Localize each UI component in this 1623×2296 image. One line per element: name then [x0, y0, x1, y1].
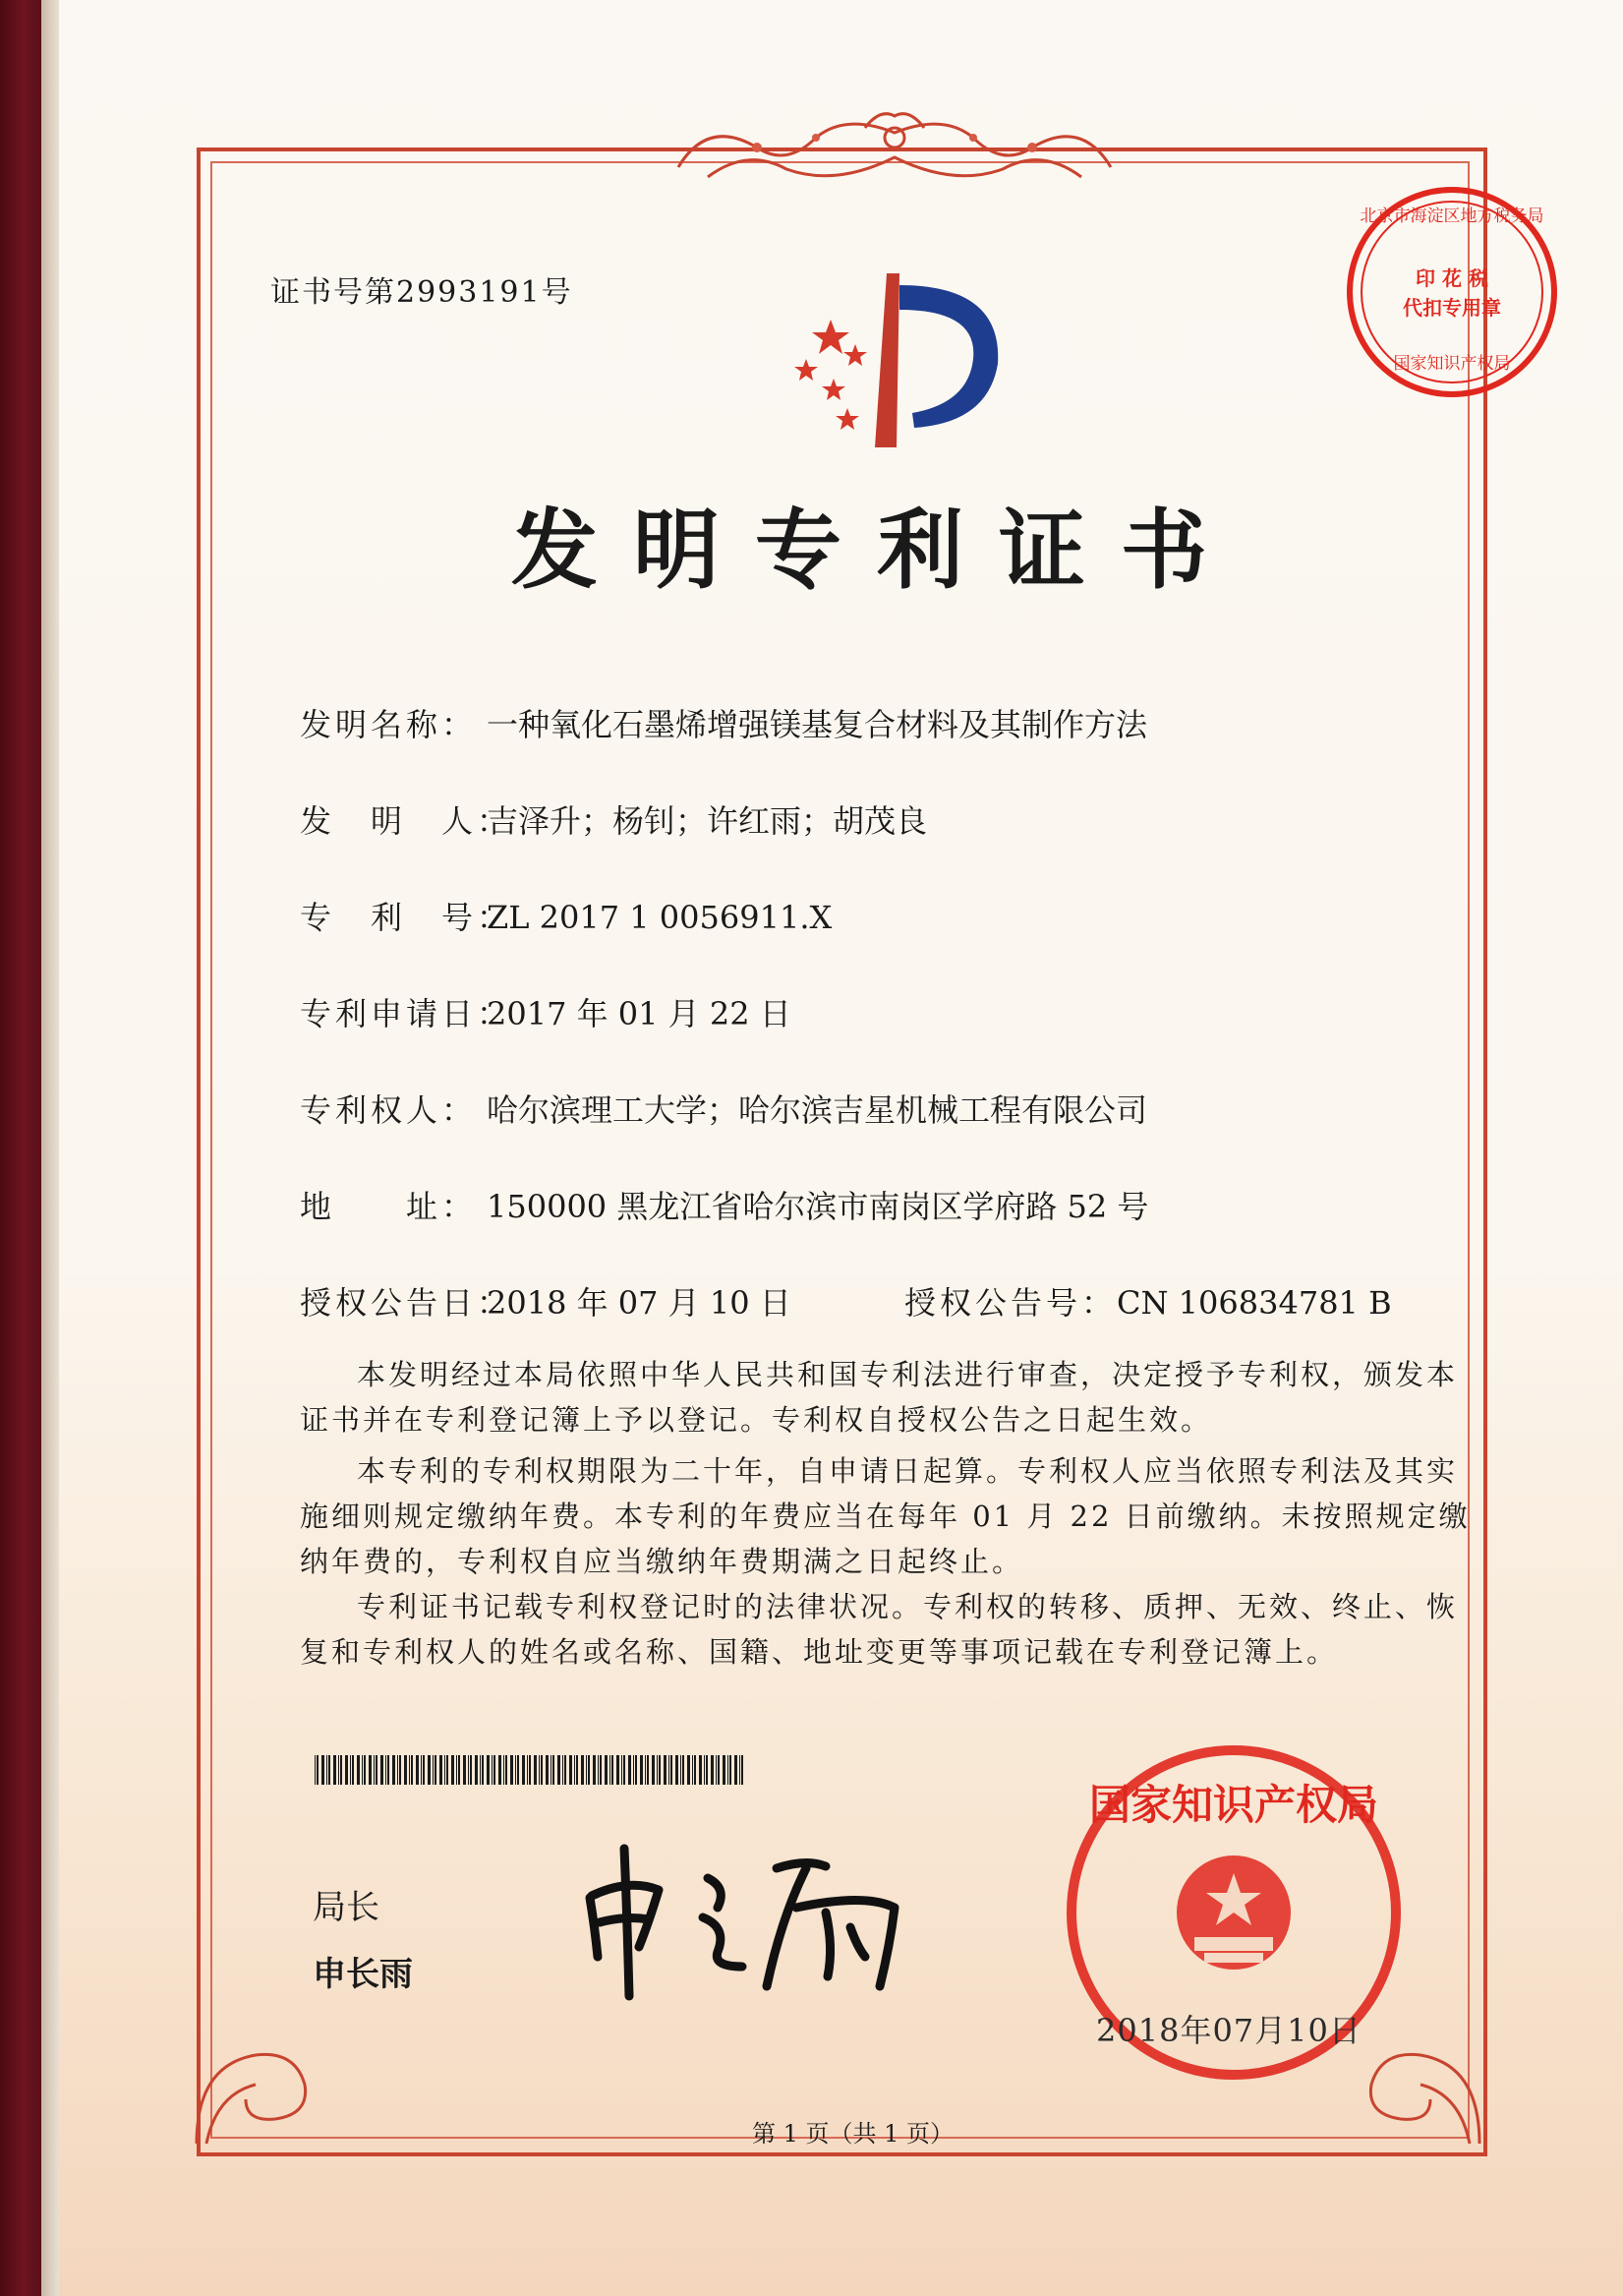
- field-grant-number: [904, 1278, 1392, 1324]
- inventors-label: 发 明 人：: [300, 802, 513, 840]
- director-title: 局长: [313, 1888, 379, 1927]
- invention-name-value: 一种氧化石墨烯增强镁基复合材料及其制作方法: [487, 706, 1148, 743]
- field-inventors: [300, 796, 927, 842]
- seal-ring-text: 国家知识产权局: [1088, 1781, 1379, 1829]
- patentee-value: 哈尔滨理工大学；哈尔滨吉星机械工程有限公司: [487, 1091, 1148, 1129]
- patentee-label: 专利权人：: [300, 1091, 478, 1129]
- top-ornament-icon: [668, 108, 1121, 197]
- patent-office-emblem-icon: [777, 265, 1022, 462]
- tax-stamp-seal-icon: [1342, 182, 1563, 403]
- paragraph-grant-statement: 本发明经过本局依照中华人民共和国专利法进行审查，决定授予专利权，颁发本证书并在专利登记簿上予以登记。专利权自授权公告之日起生效。: [300, 1358, 1459, 1437]
- address-label: 地 址：: [300, 1188, 478, 1225]
- grant-date-label: 授权公告日：: [300, 1284, 513, 1322]
- inventors-value: 吉泽升；杨钊；许红雨；胡茂良: [487, 802, 928, 840]
- paragraph-legal-status: 专利证书记载专利权登记时的法律状况。专利权的转移、质押、无效、终止、恢复和专利权人的姓名或名称、国籍、地址变更等事项记载在专利登记簿上。: [300, 1590, 1459, 1669]
- tax-seal-ring-text: 北京市海淀区地方税务局: [1360, 206, 1544, 226]
- director-signature-icon: [570, 1839, 924, 2006]
- grant-number-label: 授权公告号：: [904, 1284, 1118, 1322]
- director-name: 申长雨: [313, 1955, 413, 1994]
- certificate-number: 证书号第2993191号: [270, 275, 573, 310]
- svg-text:代扣专用章: 代扣专用章: [1403, 296, 1501, 320]
- field-address: [300, 1182, 1148, 1227]
- field-patent-number: [300, 893, 832, 938]
- binding-strip: [0, 0, 41, 2296]
- grant-number-value: CN 106834781 B: [1117, 1284, 1392, 1322]
- invention-name-label: 发明名称：: [300, 706, 478, 743]
- field-patentee: [300, 1086, 1147, 1131]
- paragraph-term-statement: 本专利的专利权期限为二十年，自申请日起算。专利权人应当依照专利法及其实施细则规定缴纳年费。本专利的年费应当在每年 01 月 22 日前缴纳。未按照规定缴纳年费的，专利权自应当缴纳年费期满之日起终止。: [300, 1454, 1471, 1578]
- field-grant-date: [300, 1278, 791, 1324]
- patent-number-value: ZL 2017 1 0056911.X: [487, 899, 833, 936]
- svg-text:印 花 税: 印 花 税: [1416, 266, 1488, 290]
- grant-date-value: 2018 年 07 月 10 日: [487, 1284, 791, 1322]
- field-invention-name: [300, 700, 1147, 745]
- page-title: 发明专利证书: [511, 500, 1244, 601]
- filing-date-value: 2017 年 01 月 22 日: [487, 995, 791, 1032]
- filing-date-label: 专利申请日：: [300, 995, 513, 1032]
- patent-number-label: 专 利 号：: [300, 899, 513, 936]
- barcode-icon: [315, 1755, 747, 1785]
- field-filing-date: [300, 989, 791, 1034]
- tax-seal-bottom-text: 国家知识产权局: [1393, 354, 1511, 374]
- address-value: 150000 黑龙江省哈尔滨市南岗区学府路 52 号: [487, 1188, 1149, 1225]
- page-number: 第 1 页（共 1 页）: [752, 2120, 955, 2148]
- corner-ornament-icon: [187, 2026, 324, 2153]
- binding-edge: [41, 0, 59, 2296]
- seal-date: 2018年07月10日: [1096, 2012, 1362, 2049]
